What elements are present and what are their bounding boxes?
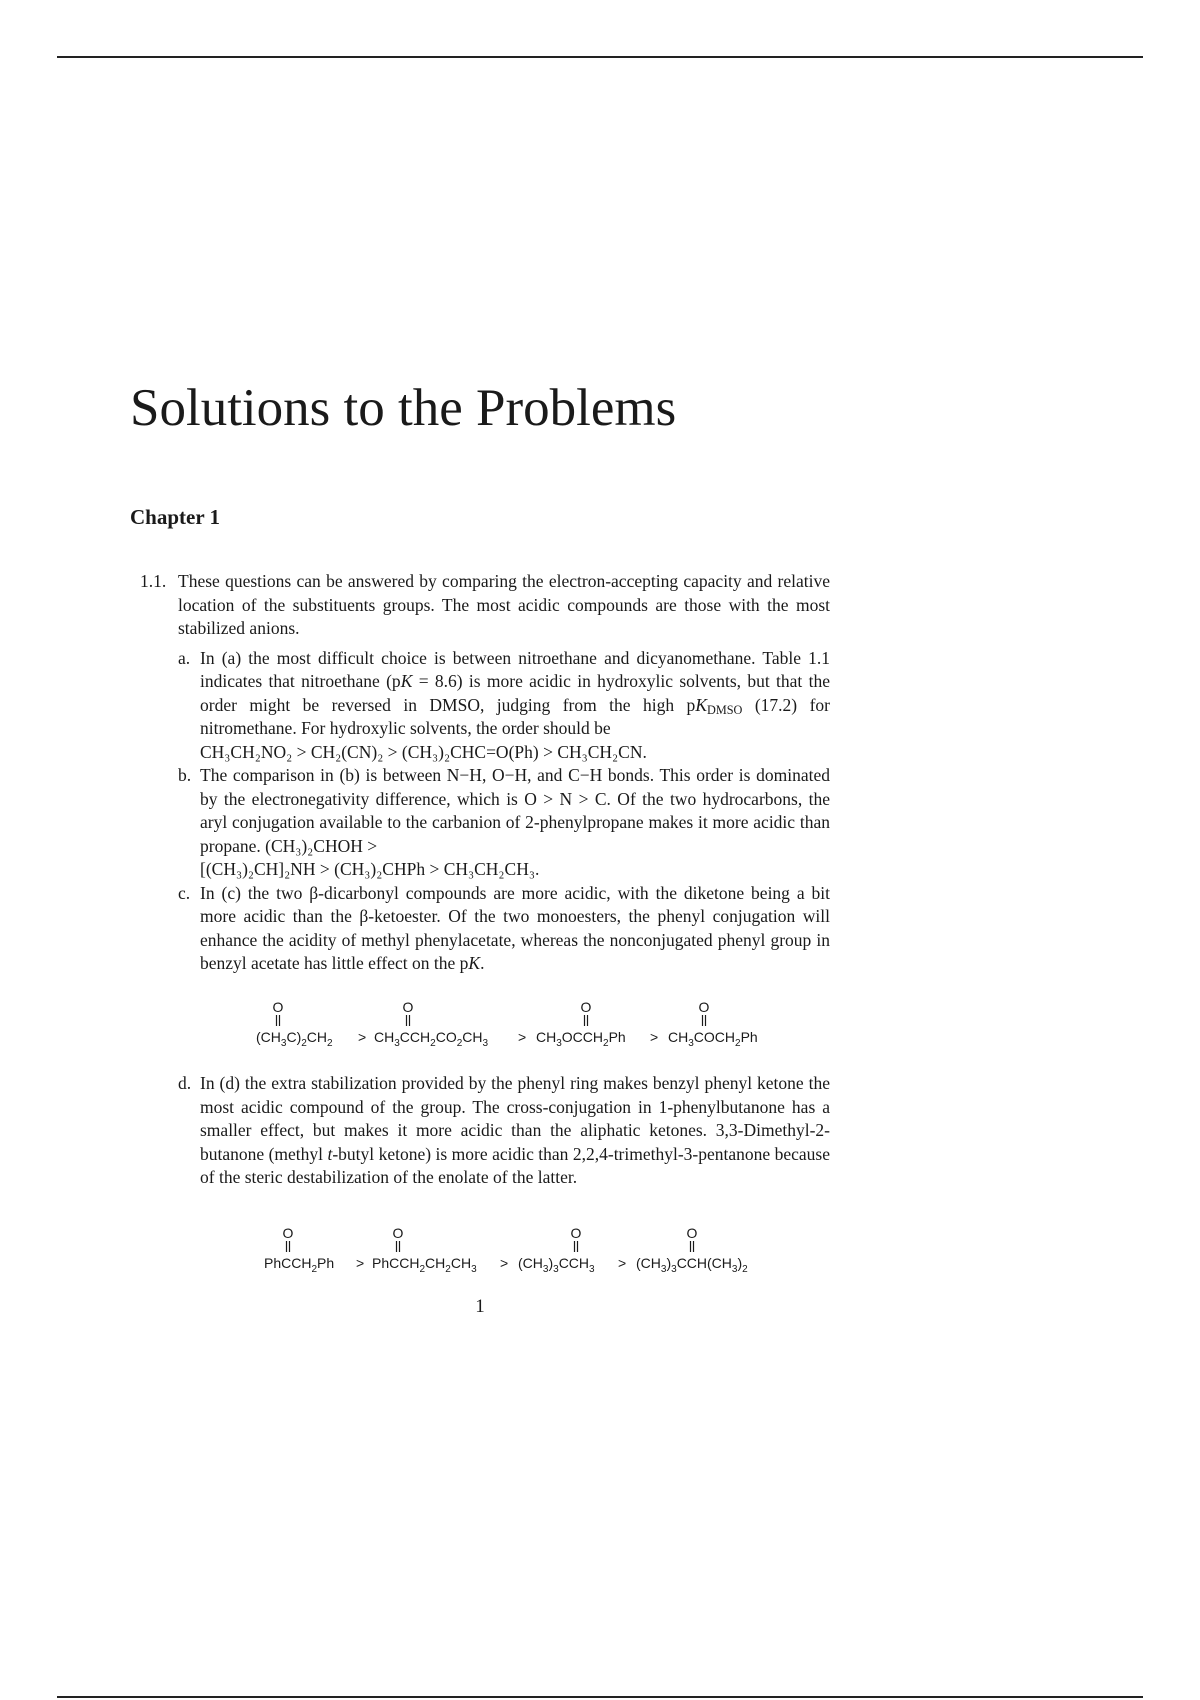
carbonyl-o: O <box>570 1225 582 1241</box>
compound-d1 <box>264 1225 334 1275</box>
greater-than: > <box>356 1255 365 1271</box>
part-a-label: a. <box>178 647 191 668</box>
greater-than: > <box>618 1255 627 1271</box>
formula-c1: $(CH_3C)_2CH_2$ <box>256 1029 333 1049</box>
scheme-d <box>258 1224 798 1276</box>
part-d-body: In (d) the extra stabilization provided by the phenyl ring makes benzyl phenyl ketone the most acidic compound of the group. The cross-conjugation in 1-phenylbutanone has a smaller effect, but makes it more acidic than the aliphatic ketones. 3,3-Dimethyl-2-butanone (methyl t-butyl ketone) is more acidic than 2,2,4-trimethyl-3-pentanone because of the steric destabilization of the enolate of the latter. <box>200 1073 830 1187</box>
part-c <box>178 882 830 976</box>
formula-c3: $CH_3OCCH_2Ph$ <box>536 1029 626 1049</box>
formula-d4: $(CH_3)_3CCH(CH_3)_2$ <box>636 1255 748 1275</box>
part-d <box>178 1072 830 1190</box>
part-a-order: CH₃CH₂NO₂ > CH₂(CN)₂ > (CH₃)₂CHC=O(Ph) > CH₃CH₂CN. <box>200 741 647 762</box>
carbonyl-o: O <box>272 999 284 1015</box>
page-title: Solutions to the Problems <box>130 379 677 437</box>
compound-d4 <box>636 1225 748 1275</box>
problem-intro: These questions can be answered by comparing the electron-accepting capacity and relative location of the substituents groups. The most acidic compounds are those with the most stabilized anions. <box>178 571 830 638</box>
top-rule <box>57 56 1143 58</box>
part-c-label: c. <box>178 882 191 903</box>
formula-d2: $PhCCH_2CH_2CH_3$ <box>372 1255 477 1275</box>
solution-text <box>140 570 830 976</box>
page-number: 1 <box>475 1296 485 1317</box>
carbonyl-o: O <box>402 999 414 1015</box>
compound-c3 <box>536 999 626 1049</box>
part-a-body: In (a) the most difficult choice is between nitroethane and dicyanomethane. Table 1.1 indicates that nitroethane (pK = 8.6) is more acidic in hydroxylic solvents, but that the order might be reversed in DMSO, judging from the high $pK_{DMSO}$ (17.2) for nitromethane. For hydroxylic solvents, the order should be CH₃CH₂NO₂ > CH₂(CN)₂ > (CH₃)₂CHC=O(Ph) > CH₃CH₂CN. <box>200 647 830 765</box>
problem-1-1 <box>140 570 830 641</box>
part-b-order: [(CH₃)₂CH]₂NH > (CH₃)₂CHPh > CH₃CH₂CH₃. <box>200 859 540 879</box>
compound-c2 <box>374 999 489 1049</box>
problem-number: 1.1. <box>140 571 167 591</box>
compound-c4 <box>668 999 758 1049</box>
greater-than: > <box>650 1029 659 1045</box>
compound-c1 <box>256 999 333 1049</box>
part-b-body: The comparison in (b) is between N−H, O−H, and C−H bonds. This order is dominated by the electronegativity difference, which is O > N > C. Of the two hydrocarbons, the aryl conjugation available to the carbanion of 2-phenylpropane makes it more acidic than propane. (CH₃)₂CHOH > [(CH₃)₂CH]₂NH > (CH₃)₂CHPh > CH₃CH₂CH₃. <box>200 764 830 882</box>
greater-than: > <box>518 1029 527 1045</box>
solution-text-d <box>140 1072 830 1190</box>
carbonyl-o: O <box>392 1225 404 1241</box>
chapter-heading: Chapter 1 <box>130 505 221 529</box>
formula-c2: $CH_3CCH_2CO_2CH_3$ <box>374 1029 489 1049</box>
carbonyl-o: O <box>580 999 592 1015</box>
formula-c4: $CH_3COCH_2Ph$ <box>668 1029 758 1049</box>
bottom-rule <box>57 1696 1143 1698</box>
greater-than: > <box>358 1029 367 1045</box>
carbonyl-o: O <box>282 1225 294 1241</box>
part-d-label: d. <box>178 1073 192 1093</box>
carbonyl-o: O <box>698 999 710 1015</box>
compound-d2 <box>372 1225 477 1275</box>
compound-d3 <box>518 1225 595 1275</box>
part-a <box>178 647 830 765</box>
carbonyl-o: O <box>686 1225 698 1241</box>
part-b <box>178 764 830 882</box>
formula-d3: $(CH_3)_3CCH_3$ <box>518 1255 595 1275</box>
part-b-label: b. <box>178 765 192 785</box>
scheme-c <box>250 998 790 1050</box>
greater-than: > <box>500 1255 509 1271</box>
formula-d1: PhCCH$_2$Ph <box>264 1255 335 1275</box>
part-c-body: In (c) the two β-dicarbonyl compounds are more acidic, with the diketone being a bit more acidic than the β-ketoester. Of the two monoesters, the phenyl conjugation will enhance the acidity of methyl phenylacetate, whereas the nonconjugated phenyl group in benzyl acetate has little effect on the pK. <box>200 882 830 973</box>
